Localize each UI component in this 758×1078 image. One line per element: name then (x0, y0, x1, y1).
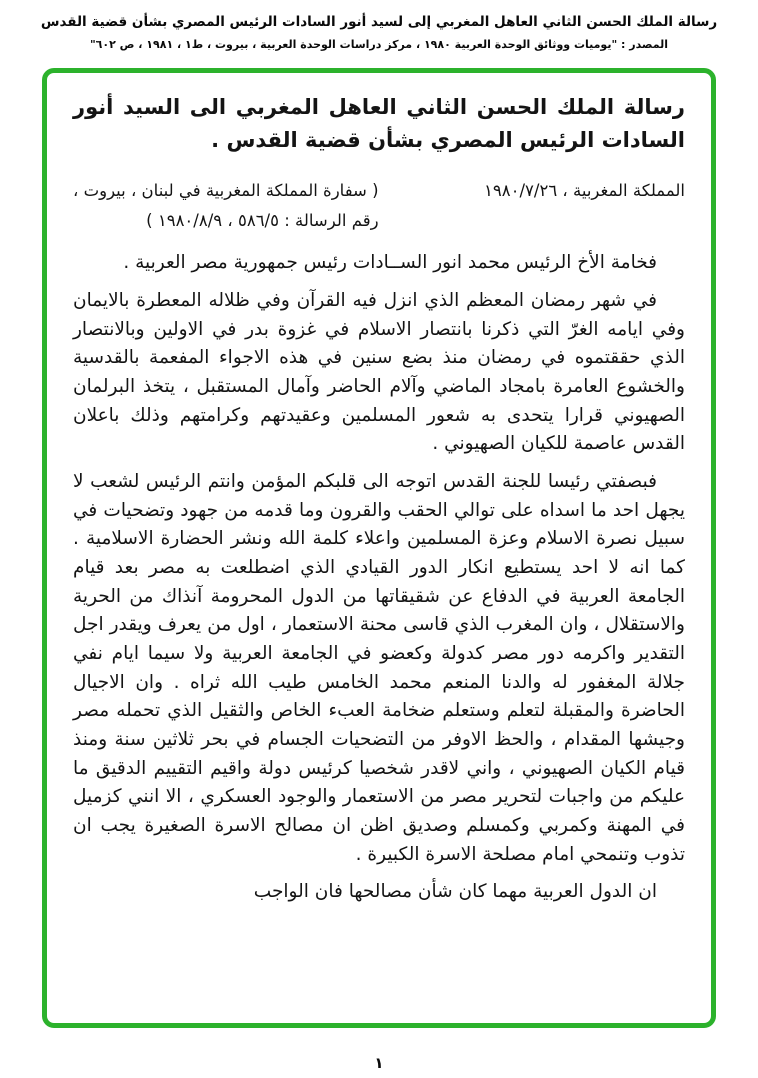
header-title: رسالة الملك الحسن الثاني العاهل المغربي إلى لسيد أنور السادات الرئيس المصري بشأن قضية القدس (40, 14, 718, 30)
letter-meta (73, 176, 685, 235)
letter-paragraph: في شهر رمضان المعظم الذي انزل فيه القرآن وفي ظلاله المعطرة بالايمان وفي ايامه الغرّ التي ذكرنا بانتصار الاسلام في غزوة بدر في الاولين وبالانتصار الذي حققتموه في رمضان منذ بضع سنين في هذه الاجواء المفعمة بالقدسية والخشوع العامرة بامجاد الماضي وآلام الحاضر وآمال المستقبل ، يتخذ البرلمان الصهيوني قرارا يتحدى به شعور المسلمين وعقيدتهم وكرامتهم وذلك باعلان القدس عاصمة للكيان الصهيوني . (73, 289, 685, 455)
letter-title: رسالة الملك الحسن الثاني العاهل المغربي الى السيد أنور السادات الرئيس المصري بشأن قضية القدس . (73, 94, 685, 153)
meta-embassy-line2: رقم الرسالة : ٥٨٦/٥ ، ١٩٨٠/٨/٩ ) (146, 210, 379, 230)
letter-salutation: فخامة الأخ الرئيس محمد انور الســادات رئيس جمهورية مصر العربية . (123, 252, 657, 274)
letter-body (73, 249, 685, 907)
header-source: المصدر : "يوميات ووثائق الوحدة العربية ١٩٨٠ ، مركز دراسات الوحدة العربية ، بيروت ، ط١ ، ١٩٨١ ، ص ٦٠٢" (89, 38, 669, 52)
letter-paragraph: ان الدول العربية مهما كان شأن مصالحها فان الواجب (253, 881, 657, 903)
document-header (0, 0, 758, 54)
page-number: ١ (374, 1054, 384, 1072)
meta-embassy-line1: ( سفارة المملكة المغربية في لبنان ، بيروت ، (73, 180, 379, 200)
meta-kingdom-date: المملكة المغربية ، ١٩٨٠/٧/٢٦ (484, 180, 685, 200)
letter-paragraph: فبصفتي رئيسا للجنة القدس اتوجه الى قلبكم المؤمن وانتم الرئيس لشعب لا يجهل احد ما اسداه على توالي الحقب والقرون وما قدمه من جهود وتضحيات في سبيل نصرة الاسلام وعزة المسلمين واعلاء كلمة الله ونشر الحضارة الاسلامية . كما انه لا احد يستطيع انكار الدور القيادي الذي اضطلعت به مصر بعد قيام الجامعة العربية في الدفاع عن شقيقاتها من الدول المحرومة آنذاك من الحرية والاستقلال ، وان المغرب الذي قاسى محنة الاستعمار ، اول من يعرف ويقدر اجل التقدير واكرمه دور مصر كدولة وكعضو في الجامعة العربية ولا سيما ايام نفي جلالة المغفور له والدنا المنعم محمد الخامس طيب الله ثراه . وان الاجيال الحاضرة والمقبلة لتعلم وستعلم ضخامة العبء الخاص والثقيل الذي تحمله مصر وجيشها المقدام ، والحظ الاوفر من التضحيات الجسام في بحر ثلاثين سنة ومنذ قيام الكيان الصهيوني ، واني لاقدر شخصيا كرئيس دولة واقيم التقييم الدقيق ما عليكم من واجبات لتحرير مصر من الاستعمار والوجود العسكري ، الا انني كزميل في المهنة وكمربي وكمسلم وصديق اظن ان مصالح الاسرة الصغيرة يجب ان تذوب وتنمحي امام مصلحة الاسرة الكبيرة . (73, 471, 685, 865)
letter-frame (42, 68, 716, 1028)
meta-embassy-block (73, 176, 379, 235)
